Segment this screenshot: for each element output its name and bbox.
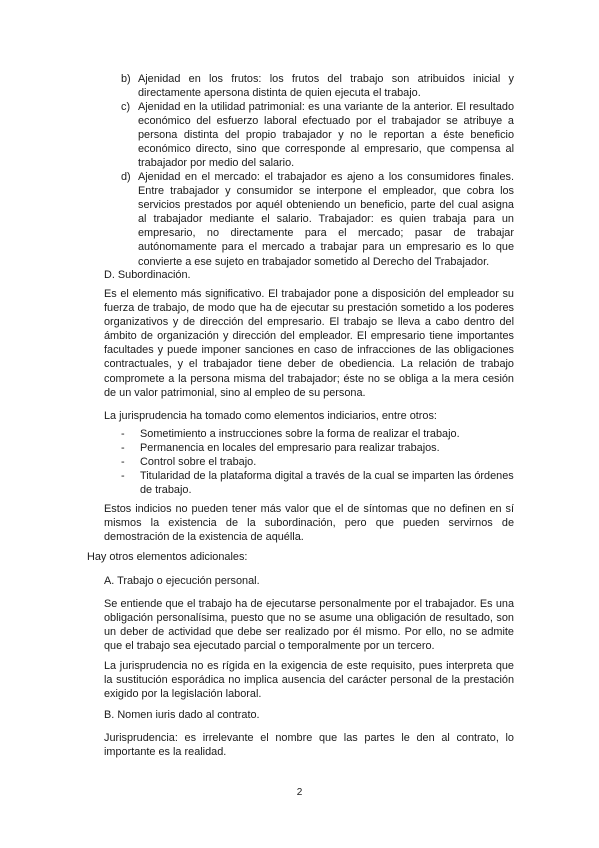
section-heading: D. Subordinación.	[104, 269, 191, 281]
list-marker: c)	[121, 101, 131, 113]
bullet-item: Control sobre el trabajo.	[140, 456, 257, 468]
paragraph: Jurisprudencia: es irrelevante el nombre que las partes le den al contrato, lo importante es la realidad.	[104, 732, 514, 759]
list-item-text: Ajenidad en los frutos: los frutos del trabajo son atribuidos inicial y directamente apersona distinta de quien ejecuta el trabajo.	[138, 73, 514, 100]
bullet-dash: -	[121, 428, 125, 440]
bullet-item: Permanencia en locales del empresario para realizar trabajos.	[140, 442, 440, 454]
paragraph: La jurisprudencia ha tomado como elementos indiciarios, entre otros:	[104, 410, 437, 422]
list-item-text: Ajenidad en la utilidad patrimonial: es una variante de la anterior. El resultado económico del esfuerzo laboral efectuado por el trabajador se atribuye a persona distinta del propio trabajador y no le reportan a éste beneficio económico directo, sino que corresponde al empresario, que compensa al trabajador por medio del salario.	[138, 101, 514, 170]
bullet-dash: -	[121, 456, 125, 468]
subsection-heading: A. Trabajo o ejecución personal.	[104, 575, 260, 587]
bullet-item: Sometimiento a instrucciones sobre la forma de realizar el trabajo.	[140, 428, 460, 440]
paragraph: La jurisprudencia no es rígida en la exigencia de este requisito, pues interpreta que la sustitución esporádica no implica ausencia del carácter personal de la prestación exigido por la legislación laboral.	[104, 660, 514, 701]
bullet-dash: -	[121, 470, 125, 482]
subsection-heading: B. Nomen iuris dado al contrato.	[104, 709, 260, 721]
bullet-item: Titularidad de la plataforma digital a través de la cual se imparten las órdenes de trabajo.	[140, 470, 514, 497]
bullet-dash: -	[121, 442, 125, 454]
list-item-text: Ajenidad en el mercado: el trabajador es ajeno a los consumidores finales. Entre trabajador y consumidor se interpone el empleador, que cobra los servicios prestados por aquél obteniendo un beneficio, parte del cual asigna al trabajador mediante el salario. Trabajador: es quien trabaja para un empresario, no directamente para el mercado; pasar de trabajar autónomamente para el mercado a trabajar para un empresario es lo que convierte a ese sujeto en trabajador sometido al Derecho del Trabajador.	[138, 171, 514, 268]
paragraph: Es el elemento más significativo. El trabajador pone a disposición del empleador su fuerza de trabajo, de modo que ha de ejecutar su prestación sometido a los poderes organizativos y de dirección del empresario. El trabajo se lleva a cabo dentro del ámbito de organización y dirección del empleador. El empresario tiene importantes facultades y puede imponer sanciones en caso de infracciones de las obligaciones contractuales, y el trabajador tiene deber de obediencia. La relación de trabajo compromete a la persona misma del trabajador; éste no se obliga a la mera cesión de un valor patrimonial, sino al empleo de su persona.	[104, 288, 514, 399]
list-marker: b)	[121, 73, 131, 85]
paragraph: Estos indicios no pueden tener más valor que el de síntomas que no definen en sí mismos la existencia de la subordinación, pero que pueden servirnos de demostración de la existencia de aquélla.	[104, 503, 514, 544]
paragraph: Se entiende que el trabajo ha de ejecutarse personalmente por el trabajador. Es una obligación personalísima, puesto que no se asume una obligación de resultado, son un deber de actividad que debe ser realizado por él mismo. Por ello, no se admite que el trabajo sea ejecutado parcial o temporalmente por un tercero.	[104, 598, 514, 653]
list-marker: d)	[121, 171, 131, 183]
page-number: 2	[296, 787, 303, 798]
section-heading: Hay otros elementos adicionales:	[87, 551, 248, 563]
